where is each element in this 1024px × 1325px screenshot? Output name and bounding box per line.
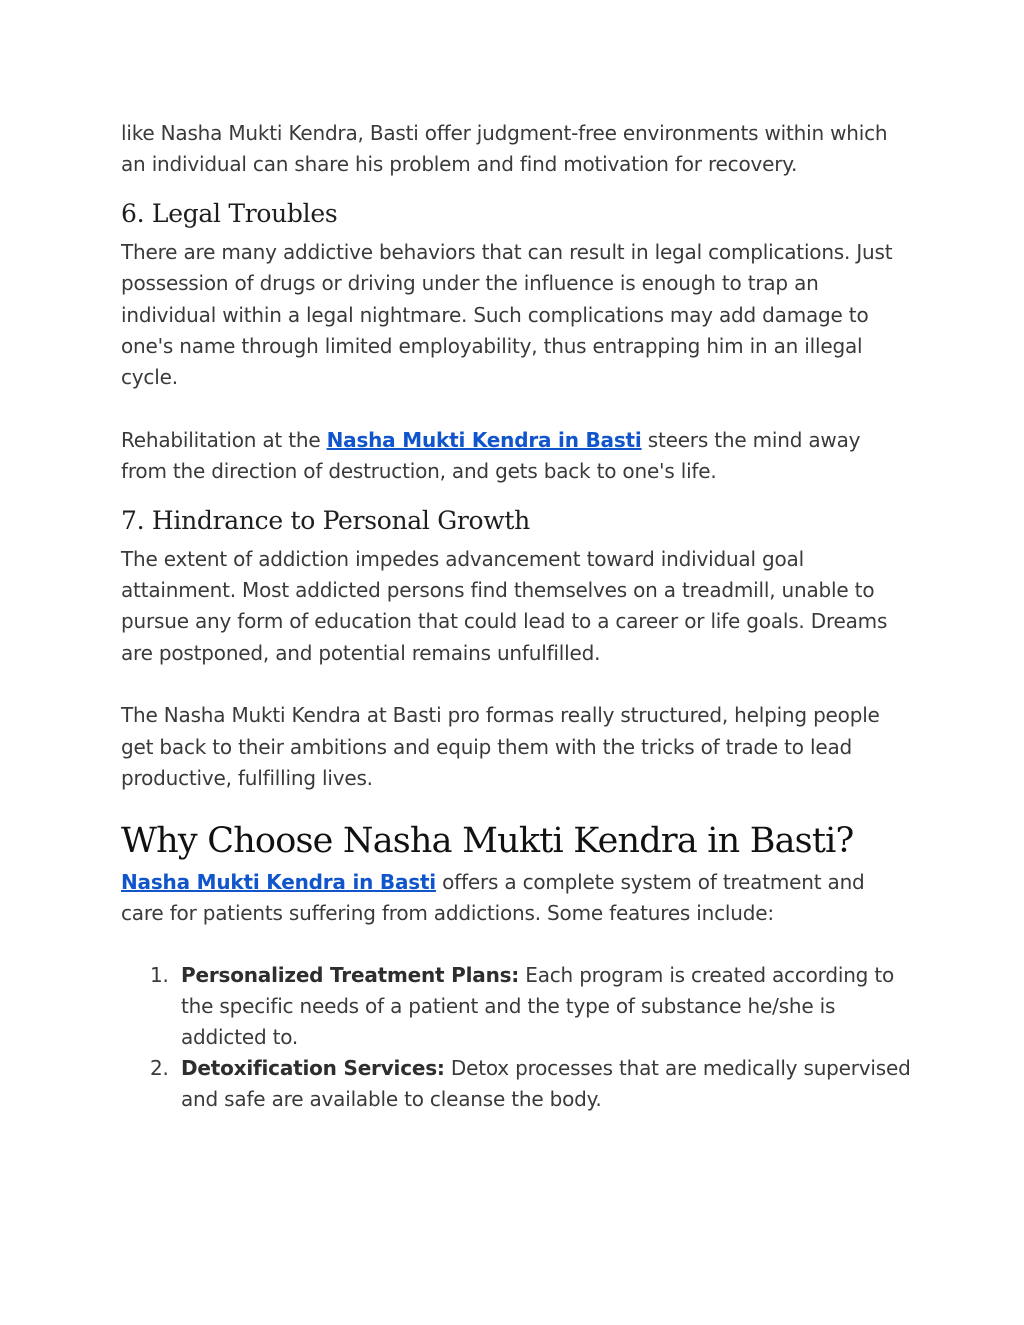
why-choose-intro-text: offers a complete system of treatment and care for patients suffering from addictions. Some features include: (121, 869, 865, 925)
rehabilitation-paragraph (121, 425, 911, 488)
feature-description: Each program is created according to the specific needs of a patient and the type of substance he/she is addicted to. (181, 963, 895, 1050)
rehab-prefix-text: Rehabilitation at the (121, 427, 327, 452)
rehab-suffix-text: steers the mind away from the direction of destruction, and gets back to one's life. (121, 427, 861, 484)
feature-title: Personalized Treatment Plans: (181, 963, 520, 988)
section-heading-legal-troubles: 6. Legal Troubles (121, 198, 338, 228)
legal-troubles-paragraph: There are many addictive behaviors that can result in legal complications. Just possession of drugs or driving under the influence is enough to trap an individual within a legal nightmare. Such complications may add damage to one's name through limited employability, thus entrapping him in an illegal cycle. (121, 239, 893, 390)
intro-paragraph: like Nasha Mukti Kendra, Basti offer judgment-free environments within which an individual can share his problem and find motivation for recovery. (121, 121, 888, 177)
feature-title: Detoxification Services: (181, 1056, 445, 1081)
structured-program-paragraph: The Nasha Mukti Kendra at Basti pro formas really structured, helping people get back to their ambitions and equip them with the tricks of trade to lead productive, fulfilling lives. (121, 703, 880, 791)
section-heading-personal-growth: 7. Hindrance to Personal Growth (121, 505, 530, 535)
personal-growth-paragraph: The extent of addiction impedes advancement toward individual goal attainment. Most addicted persons find themselves on a treadmill, unable to pursue any form of education that could lead to a career or life goals. Dreams are postponed, and potential remains unfulfilled. (121, 546, 888, 665)
list-item-number: 1. (150, 963, 169, 988)
list-item-number: 2. (150, 1056, 169, 1081)
why-choose-intro-paragraph (121, 867, 911, 930)
feature-description: Detox processes that are medically supervised and safe are available to cleanse the body. (181, 1056, 911, 1112)
why-choose-heading: Why Choose Nasha Mukti Kendra in Basti? (121, 820, 854, 861)
list-item (121, 1053, 911, 1115)
nasha-mukti-kendra-link[interactable]: Nasha Mukti Kendra in Basti (326, 427, 642, 452)
nasha-mukti-kendra-intro-link[interactable]: Nasha Mukti Kendra in Basti (121, 869, 436, 894)
list-item (121, 960, 911, 1053)
features-list (121, 960, 911, 1115)
document-page (121, 118, 911, 1115)
